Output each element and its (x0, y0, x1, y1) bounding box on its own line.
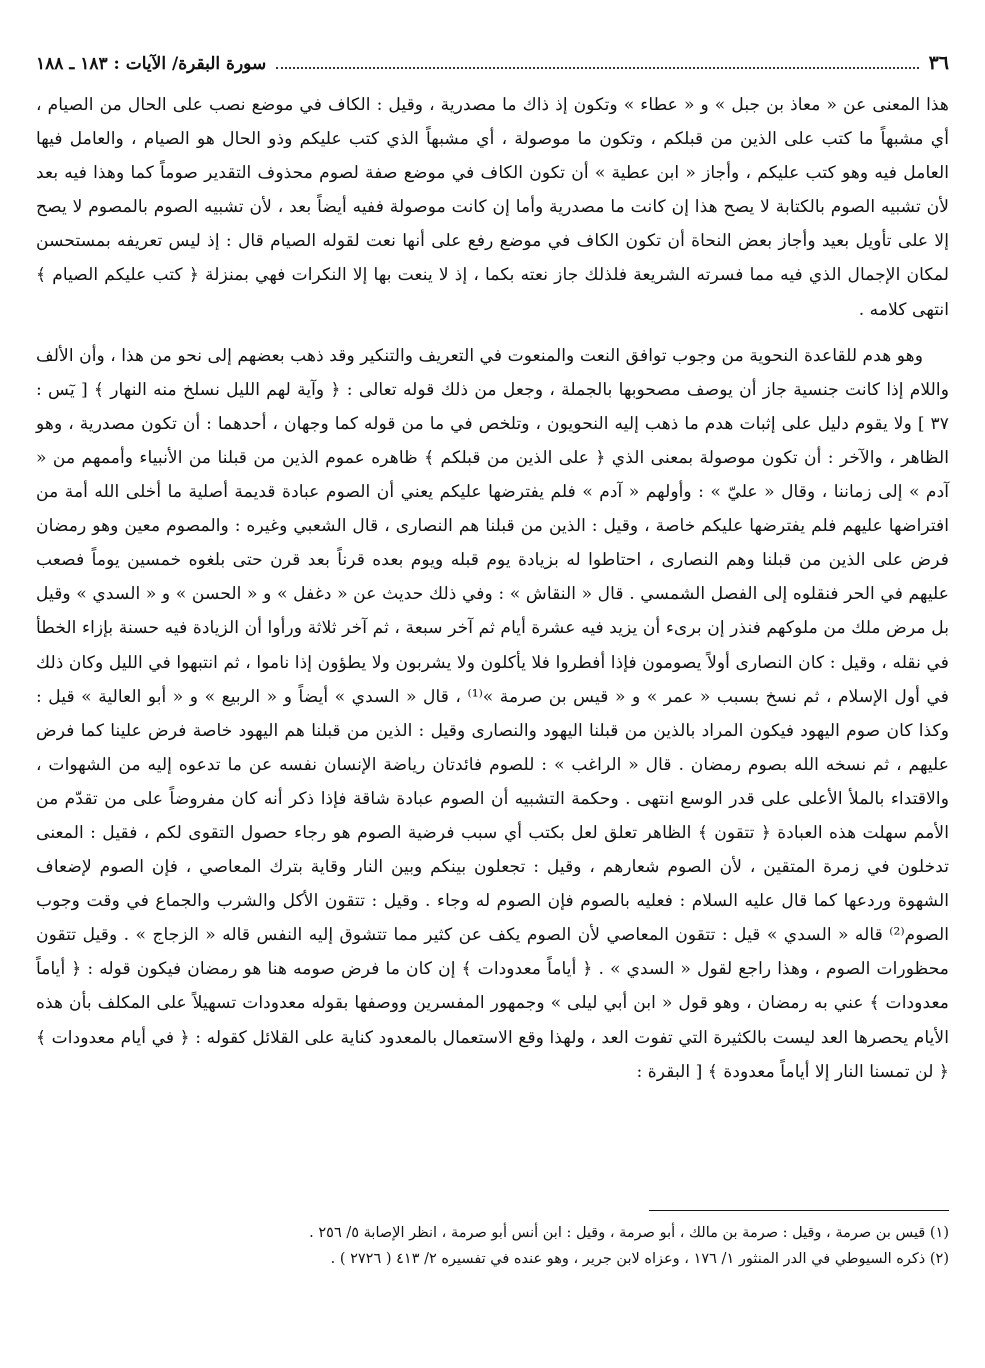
footnote-divider (649, 1210, 949, 1211)
page-header (36, 52, 949, 80)
paragraph-2: وهو هدم للقاعدة النحوية من وجوب توافق النعت والمنعوت في التعريف والتنكير وقد ذهب بعضهم إلى نحو من هذا ، وأن الألف واللام إذا كانت جنسية جاز أن يوصف مصحوبها بالجملة ، وجعل من ذلك قوله تعالى : ﴿ وآية لهم الليل نسلخ منه النهار ﴾ [ يٓس : ٣٧ ] ولا يقوم دليل على إثبات هدم ما ذهب إليه النحويون ، وتلخص في ما من قوله كما وجهان ، أحدهما : أن تكون مصدرية ، وهو الظاهر ، والآخر : أن تكون موصولة بمعنى الذي ﴿ على الذين من قبلكم ﴾ ظاهره عموم الذين من قبلنا من الأنبياء وأممهم من « آدم » إلى زماننا ، وقال « عليّ » : وأولهم « آدم » فلم يفترضها عليكم يعني أن الصوم عبادة قديمة أصلية ما أخلى الله أمة من افتراضها عليهم فلم يفترضها عليكم خاصة ، وقيل : الذين من قبلنا هم النصارى ، قال الشعبي وغيره : والمصوم معين وهو رمضان فرض على الذين من قبلنا وهم النصارى ، احتاطوا له بزيادة يوم قبله ويوم بعده قرناً بعد قرن حتى بلغوه خمسين يوماً فصعب عليهم في الحر فنقلوه إلى الفصل الشمسي . قال « النقاش » : وفي ذلك حديث عن « دغفل » و « الحسن » و « السدي » وقيل بل مرض ملك من ملوكهم فنذر إن برىء أن يزيد فيه عشرة أيام ثم آخر سبعة ، ثم آخر ثلاثة ورأوا أن الزيادة فيه حسنة بإزاء الخطأ في نقله ، وقيل : كان النصارى أولاً يصومون فإذا أفطروا فلا يأكلون ولا يشربون ولا يطؤون إذا ناموا ، ثم انتبهوا في الليل وكان ذلك في أول الإسلام ، ثم نسخ بسبب « عمر » و « قيس بن صرمة »⁽¹⁾ ، قال « السدي » أيضاً و « الربيع » و « أبو العالية » قيل : وكذا كان صوم اليهود فيكون المراد بالذين من قبلنا اليهود والنصارى وقيل : الذين من قبلنا هم اليهود خاصة فرض علينا كما فرض عليهم ، ثم نسخه الله بصوم رمضان . قال « الراغب » : للصوم فائدتان رياضة الإنسان نفسه عن ما تدعوه إليه من الشهوات ، والاقتداء بالملأ الأعلى على قدر الوسع انتهى . وحكمة التشبيه أن الصوم عبادة شاقة فإذا ذكر أنه كان مفروضاً على من تقدّم من الأمم سهلت هذه العبادة ﴿ تتقون ﴾ الظاهر تعلق لعل بكتب أي سبب فرضية الصوم هو رجاء حصول التقوى لكم ، فقيل : المعنى تدخلون في زمرة المتقين ، لأن الصوم شعارهم ، وقيل : تجعلون بينكم وبين النار وقاية بترك المعاصي ، فإن الصوم لإضعاف الشهوة وردعها كما قال عليه السلام : فعليه بالصوم فإن الصوم له وجاء . وقيل : تتقون الأكل والشرب والجماع في وقت وجوب الصوم⁽²⁾ قاله « السدي » قيل : تتقون المعاصي لأن الصوم يكف عن كثير مما تتشوق إليه النفس قاله « الزجاج » . وقيل تتقون محظورات الصوم ، وهذا راجع لقول « السدي » . ﴿ أياماً معدودات ﴾ إن كان ما فرض صومه هنا هو رمضان فيكون قوله : ﴿ أياماً معدودات ﴾ عني به رمضان ، وهو قول « ابن أبي ليلى » وجمهور المفسرين ووصفها بقوله معدودات تسهيلاً على المكلف بأن هذه الأيام يحصرها العد ليست بالكثيرة التي تفوت العد ، ولهذا وقع الاستعمال بالمعدود كناية على القلائل كقوله : ﴿ في أيام معدودات ﴾ ﴿ لن تمسنا النار إلا أياماً معدودة ﴾ [ البقرة : (36, 345, 949, 1082)
document-page (36, 52, 949, 1352)
running-title: سورة البقرة/ الآيات : ١٨٣ ـ ١٨٨ (36, 54, 267, 74)
header-dot-leader (276, 67, 918, 69)
main-text (36, 88, 949, 1089)
footnote-2: (٢) ذكره السيوطي في الدر المنثور ١/ ١٧٦ ، وعزاه لابن جرير ، وهو عنده في تفسيره ٢/ ٤١٣ ( ٢٧٢٦ ) . (330, 1251, 949, 1267)
footnote-1: (١) قيس بن صرمة ، وقيل : صرمة بن مالك ، أبو صرمة ، وقيل : ابن أنس أبو صرمة ، انظر الإصابة ٥/ ٢٥٦ . (309, 1225, 949, 1241)
footnotes (36, 1220, 949, 1272)
paragraph-1: هذا المعنى عن « معاذ بن جبل » و « عطاء » وتكون إذ ذاك ما مصدرية ، وقيل : الكاف في موضع نصب على الحال من الصيام ، أي مشبهاً ما كتب على الذين من قبلكم ، وتكون ما موصولة ، أي مشبهاً الذي كتب عليكم وذو الحال هو الصيام ، والعامل فيها العامل فيه وهو كتب عليكم ، وأجاز « ابن عطية » أن تكون الكاف في موضع صفة لصوم محذوف التقدير صوماً كما وهذا فيه بعد لأن تشبيه الصوم بالكتابة لا يصح هذا إن كانت ما مصدرية وأما إن كانت موصولة ففيه أيضاً بعد ، لأن تشبيه الصوم بالمصوم لا يصح إلا على تأويل بعيد وأجاز بعض النحاة أن تكون الكاف في موضع رفع على أنها نعت لقوله الصيام قال : إذ ليس تعريفه بمستحسن لمكان الإجمال الذي فيه مما فسرته الشريعة فلذلك جاز نعته بكما ، إذ لا ينعت بها إلا النكرات فهي بمنزلة ﴿ كتب عليكم الصيام ﴾ انتهى كلامه . (36, 95, 949, 320)
page-number: ٣٦ (928, 52, 949, 74)
